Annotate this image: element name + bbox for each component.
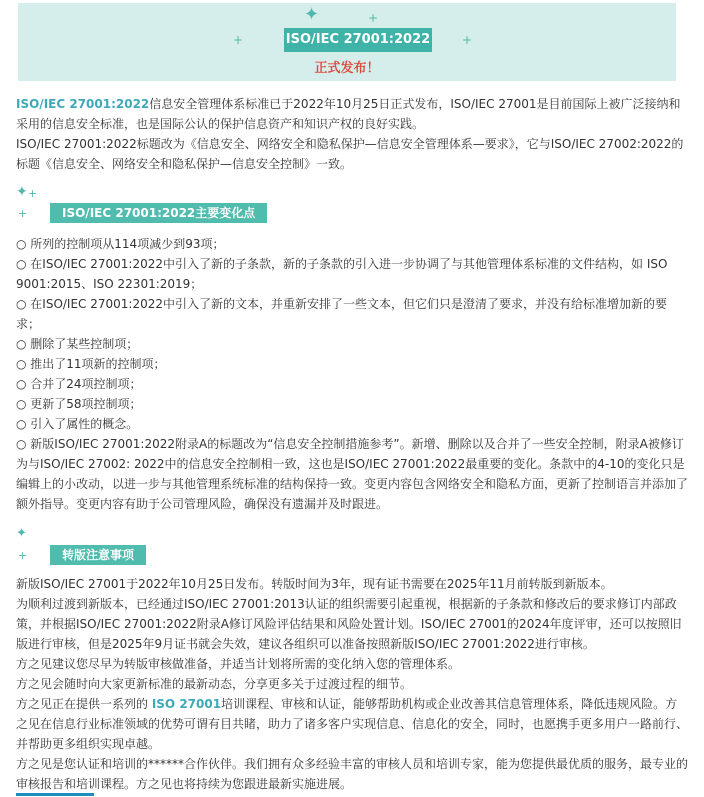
list-item: ○ 删除了某些控制项； <box>16 337 139 351</box>
section-heading-transition <box>16 528 416 564</box>
plus-icon: + <box>462 33 473 47</box>
transition-paragraph: 方之见是您认证和培训的******合作伙伴。我们拥有众多经验丰富的审核人员和培训专家，能为您提供最优质的服务，最专业的审核报告和培训课程。方之见也将持续为您跟进最新实施进展。 <box>16 757 689 791</box>
plus-icon: + <box>233 33 244 47</box>
plus-icon: + <box>18 207 28 220</box>
intro-text: 信息安全管理体系标准已于2022年10月25日正式发布，ISO/IEC 27001是目前国际上被广泛接纳和采用的信息安全标准，也是国际公认的保护信息资产和知识产权的良好实践。 <box>16 97 681 131</box>
list-item: ○ 在ISO/IEC 27001:2022中引入了新的子条款，新的子条款的引入进一步协调了与其他管理体系标准的文件结构，如 ISO 9001:2015、ISO 22301:2019； <box>16 257 668 291</box>
section-title: ISO/IEC 27001:2022主要变化点 <box>50 203 267 223</box>
header-banner <box>18 3 676 81</box>
banner-subtitle: 正式发布！ <box>314 61 380 76</box>
transition-paragraph: 方之见会随时向大家更新标准的最新动态，分享更多关于过渡过程的细节。 <box>16 677 413 691</box>
plus-icon: + <box>28 187 38 200</box>
banner-title: ISO/IEC 27001:2022 <box>284 28 432 52</box>
standard-name: ISO/IEC 27001:2022 <box>16 97 150 111</box>
list-item: ○ 更新了58项控制项； <box>16 397 142 411</box>
section-heading-changes <box>16 186 416 222</box>
list-item: ○ 新版ISO/IEC 27001:2022附录A的标题改为“信息安全控制措施参考”。新增、删除以及合并了一些安全控制，附录A被修订为与ISO/IEC 27002: 2022中的信息安全控制相一致，这也是ISO/IEC 27001:2022最重要的变化。条款中的4-10的变化只是编辑上的小改动，以进一步与其他管理系统标准的结构保持一致。变更内容包含网络安全和隐私方面，更新了控制语言并添加了额外指导。变更内容有助于公司管理风险，确保没有遗漏并及时跟进。 <box>16 437 689 511</box>
iso-27001-highlight: ISO 27001 <box>151 697 222 711</box>
sparkle-icon: ✦ <box>304 4 320 25</box>
sparkle-icon: ✦ <box>16 526 27 541</box>
bottom-divider <box>16 793 94 796</box>
transition-paragraph: 新版ISO/IEC 27001于2022年10月25日发布。转版时间为3年，现有证书需要在2025年11月前转版到新版本。 <box>16 577 613 591</box>
list-item: ○ 推出了11项新的控制项； <box>16 357 166 371</box>
plus-icon: + <box>368 11 379 25</box>
plus-icon: + <box>18 549 28 562</box>
transition-paragraph: 方之见正在提供一系列的 ISO 27001培训课程、审核和认证，能够帮助机构或企业改善其信息管理体系，降低违规风险。方之见在信息行业标准领域的优势可谓有目共睹，助力了诸多客户实现信息、信息化的安全，同时，也愿携手更多用户一路前行、并帮助更多组织实现卓越。 <box>16 697 689 751</box>
list-item: ○ 合并了24项控制项； <box>16 377 142 391</box>
sparkle-icon: ✦ <box>16 184 28 200</box>
section-title: 转版注意事项 <box>50 545 146 565</box>
list-item: ○ 引入了属性的概念。 <box>16 417 139 431</box>
intro-paragraph <box>16 94 688 134</box>
intro-paragraph-2: ISO/IEC 27001:2022标题改为《信息安全、网络安全和隐私保护—信息安全管理体系—要求》，它与ISO/IEC 27002:2022的标题《信息安全、网络安全和隐私保护—信息安全控制》一致。 <box>16 137 684 171</box>
list-item: ○ 所列的控制项从114项减少到93项； <box>16 237 225 251</box>
transition-paragraph: 为顺利过渡到新版本，已经通过ISO/IEC 27001:2013认证的组织需要引起重视，根据新的子条款和修改后的要求修订内部政策，并根据ISO/IEC 27001:2022附录A修订风险评估结果和风险处置计划。ISO/IEC 27001的2024年度评审，还可以按照旧版进行审核，但是2025年9月证书就会失效，建议各组织可以准备按照新版ISO/IEC 27001:2022进行审核。 <box>16 597 682 651</box>
transition-paragraph: 方之见建议您尽早为转版审核做准备，并适当计划将所需的变化纳入您的管理体系。 <box>16 657 461 671</box>
list-item: ○ 在ISO/IEC 27001:2022中引入了新的文本，并重新安排了一些文本，但它们只是澄清了要求，并没有给标准增加新的要求； <box>16 297 668 331</box>
